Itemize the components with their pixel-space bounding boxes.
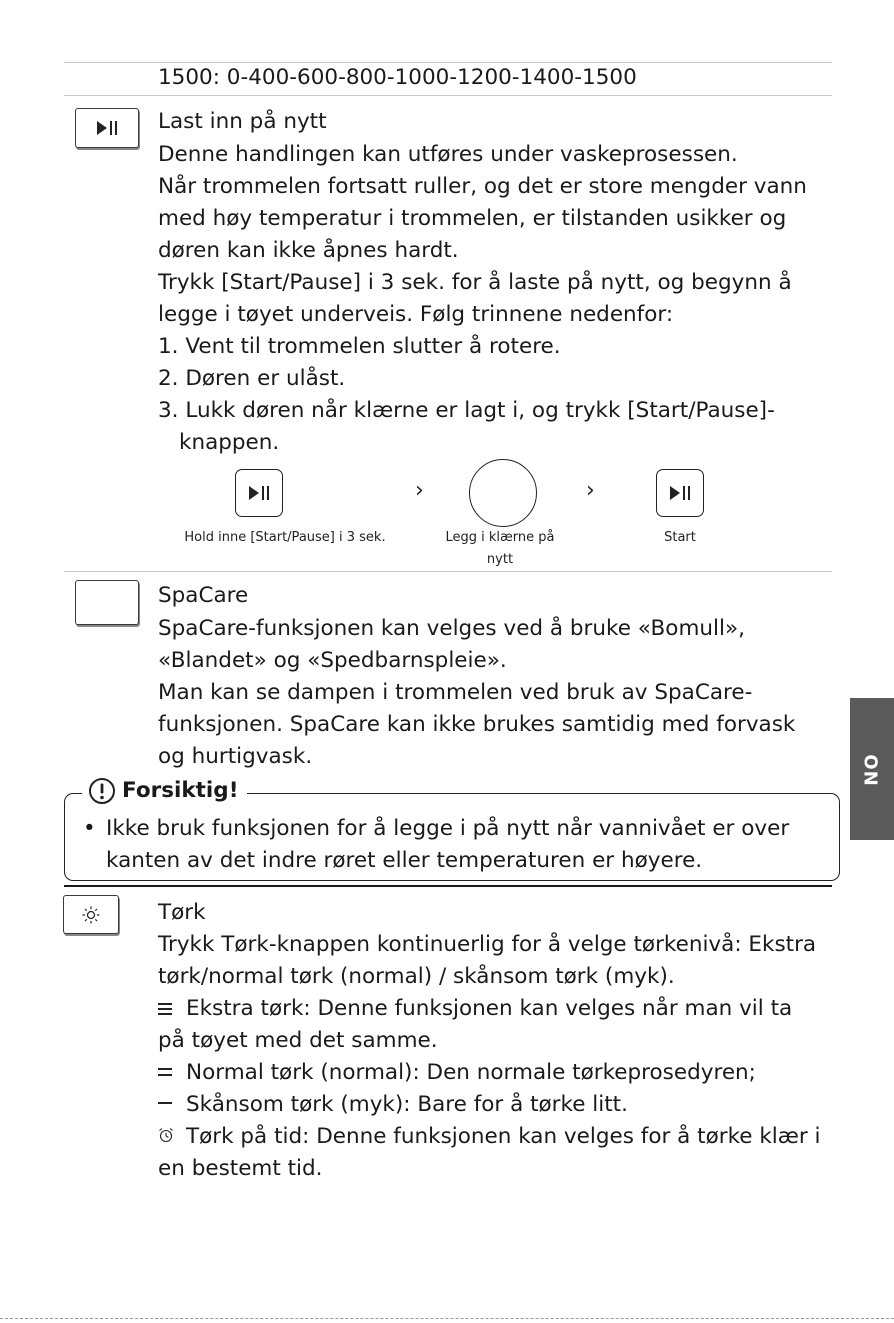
section-title-spacare: SpaCare [158, 583, 249, 608]
reload-step: 2. Døren er ulåst. [158, 366, 346, 391]
sun-icon [82, 906, 100, 924]
caution-text-line: kanten av det indre røret eller temperaturen er høyere. [106, 848, 703, 873]
play-pause-icon [96, 121, 118, 135]
caution-bullet: • [83, 816, 96, 841]
language-tab [850, 698, 894, 840]
spacare-text-line: SpaCare-funksjonen kan velges ved å bruke «Bomull», [158, 616, 745, 641]
reload-step: 1. Vent til trommelen slutter å rotere. [158, 334, 561, 359]
reload-step: 3. Lukk døren når klærne er lagt i, og trykk [Start/Pause]- [158, 398, 775, 423]
reload-text-line: med høy temperatur i trommelen, er tilstanden usikker og [158, 206, 787, 231]
dry-timed-text-cont: en bestemt tid. [158, 1156, 323, 1181]
step-caption-load: Legg i klærne på [445, 530, 555, 545]
dry-extra-text: Ekstra tørk: Denne funksjonen kan velges når man vil ta [186, 996, 793, 1021]
caution-text-line: Ikke bruk funksjonen for å legge i på nytt når vannivået er over [106, 816, 790, 841]
spacare-text-line: funksjonen. SpaCare kan ikke brukes samtidig med forvask [158, 712, 796, 737]
extra-dry-icon [158, 1002, 174, 1016]
spacare-key [75, 580, 139, 625]
divider [64, 885, 832, 887]
step-start-key [656, 469, 704, 517]
divider [64, 95, 832, 96]
page-edge-dashes [0, 1318, 894, 1319]
reload-text-line: legge i tøyet underveis. Følg trinnene nedenfor: [158, 302, 674, 327]
start-pause-key [75, 108, 139, 148]
divider [64, 571, 832, 572]
caution-header [82, 777, 247, 805]
exclamation-icon [88, 777, 116, 805]
language-tab-label: NO [861, 752, 883, 786]
section-title-dry: Tørk [158, 900, 206, 925]
reload-text-line: Når trommelen fortsatt ruller, og det er store mengder vann [158, 174, 807, 199]
reload-step: knappen. [179, 430, 280, 455]
step-start-pause-key [235, 469, 283, 517]
play-pause-icon [248, 486, 270, 500]
play-pause-icon [669, 486, 691, 500]
alarm-clock-icon [158, 1127, 174, 1143]
section-title-reload: Last inn på nytt [158, 109, 327, 134]
dry-normal-text: Normal tørk (normal): Den normale tørkeprosedyren; [186, 1060, 756, 1085]
chevron-right-icon: › [586, 478, 595, 503]
reload-text-line: Denne handlingen kan utføres under vaskeprosessen. [158, 142, 738, 167]
dry-text-line: Trykk Tørk-knappen kontinuerlig for å velge tørkenivå: Ekstra [158, 932, 817, 957]
step-caption-load: nytt [486, 552, 514, 567]
dry-extra-text-cont: på tøyet med det samme. [158, 1028, 438, 1053]
step-caption-start: Start [664, 530, 696, 545]
dry-text-line: tørk/normal tørk (normal) / skånsom tørk (myk). [158, 964, 675, 989]
caution-title: Forsiktig! [122, 778, 239, 803]
spin-speed-list: 1500: 0-400-600-800-1000-1200-1400-1500 [158, 65, 637, 90]
dry-key [63, 895, 119, 934]
chevron-right-icon: › [415, 478, 424, 503]
dry-timed-text: Tørk på tid: Denne funksjonen kan velges for å tørke klær i [186, 1124, 821, 1149]
normal-dry-icon [158, 1066, 174, 1078]
step-caption-hold: Hold inne [Start/Pause] i 3 sek. [184, 530, 386, 545]
gentle-dry-icon [158, 1098, 174, 1108]
spacare-text-line: Man kan se dampen i trommelen ved bruk av SpaCare- [158, 680, 753, 705]
reload-text-line: døren kan ikke åpnes hardt. [158, 238, 459, 263]
reload-text-line: Trykk [Start/Pause] i 3 sek. for å laste på nytt, og begynn å [158, 270, 792, 295]
spacare-text-line: «Blandet» og «Spedbarnspleie». [158, 648, 507, 673]
dry-gentle-text: Skånsom tørk (myk): Bare for å tørke litt. [186, 1092, 628, 1117]
spacare-text-line: og hurtigvask. [158, 744, 313, 769]
door-circle-icon [469, 459, 537, 527]
